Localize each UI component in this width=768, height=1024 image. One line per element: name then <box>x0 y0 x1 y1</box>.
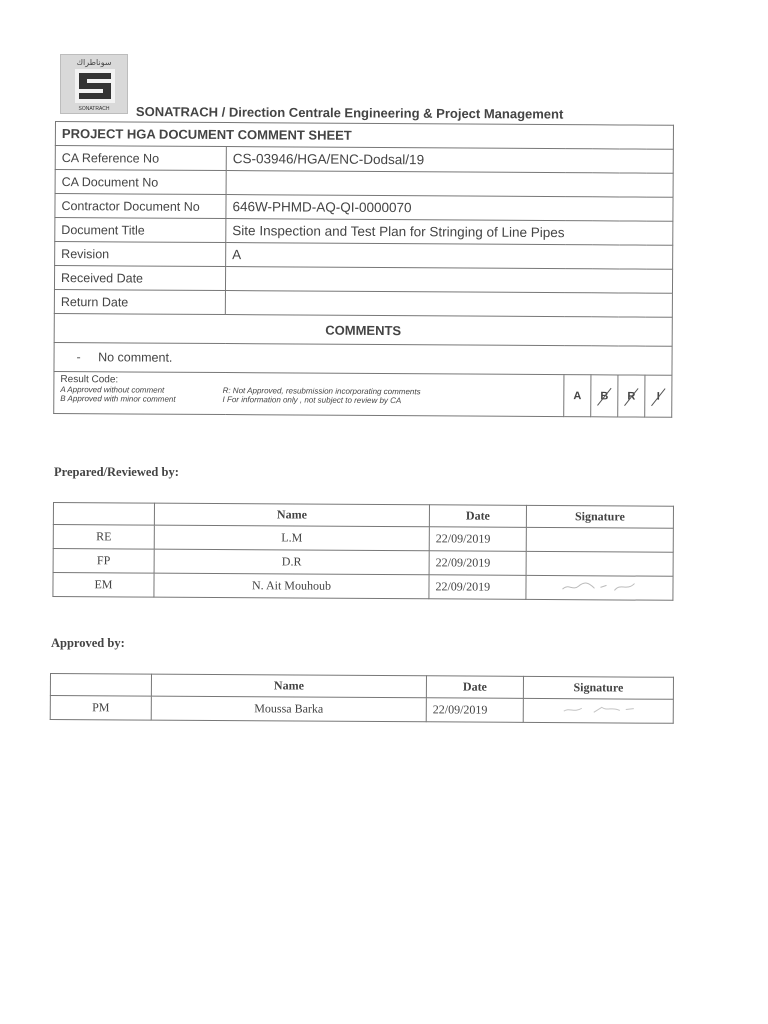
result-code-r: R <box>618 375 645 417</box>
field-value <box>225 267 672 294</box>
field-label: Contractor Document No <box>55 194 226 219</box>
result-code-label: Result Code: <box>60 374 119 386</box>
field-label: Return Date <box>54 289 225 314</box>
company-logo <box>60 54 128 114</box>
prepared-table <box>52 502 674 601</box>
logo-word: SONATRACH <box>78 106 110 112</box>
name-cell: L.M <box>154 525 429 551</box>
column-header: Signature <box>526 505 673 528</box>
field-label: CA Reference No <box>55 146 226 171</box>
comments-header: COMMENTS <box>54 313 672 346</box>
result-code-legend <box>54 371 564 416</box>
column-header <box>53 503 154 526</box>
name-cell: N. Ait Mouhoub <box>154 573 429 599</box>
date-cell: 22/09/2019 <box>426 698 523 723</box>
comment-item <box>54 342 672 375</box>
column-header: Signature <box>523 676 673 699</box>
column-header <box>50 674 151 697</box>
logo-mark-icon <box>75 69 115 103</box>
signature-cell <box>526 575 673 600</box>
handwritten-signature-icon <box>554 579 644 594</box>
role-cell: FP <box>53 549 154 574</box>
field-label: Document Title <box>55 218 226 243</box>
column-header: Name <box>151 674 426 698</box>
document-comment-sheet <box>53 121 674 418</box>
date-cell: 22/09/2019 <box>429 551 526 576</box>
table-row <box>50 696 673 724</box>
comment-text: No comment. <box>98 350 173 365</box>
result-code-i: I <box>645 375 672 417</box>
approved-heading: Approved by: <box>51 636 125 650</box>
prepared-heading: Prepared/Reviewed by: <box>54 465 179 479</box>
date-cell: 22/09/2019 <box>429 527 526 552</box>
comment-bullet: - <box>76 350 81 365</box>
field-label: CA Document No <box>55 170 226 195</box>
approved-table <box>50 673 674 724</box>
column-header: Name <box>154 503 429 527</box>
role-cell: PM <box>50 696 151 721</box>
field-value: A <box>226 243 673 270</box>
result-code-a: A <box>564 375 591 417</box>
role-cell: EM <box>53 573 154 598</box>
column-header: Date <box>426 676 523 699</box>
sheet-title: PROJECT HGA DOCUMENT COMMENT SHEET <box>55 122 673 150</box>
role-cell: RE <box>53 525 154 550</box>
signature-cell <box>526 551 673 576</box>
logo-arabic-text: سوناطراك <box>76 58 112 67</box>
handwritten-signature-icon <box>553 702 643 717</box>
field-value <box>226 171 673 198</box>
field-label: Revision <box>55 242 226 267</box>
field-value: Site Inspection and Test Plan for Stringing of Line Pipes <box>226 219 673 246</box>
signature-cell <box>526 527 673 552</box>
signature-cell <box>523 698 673 723</box>
legend-a: A Approved without comment <box>60 385 165 395</box>
table-row <box>53 573 673 601</box>
field-value: 646W-PHMD-AQ-QI-0000070 <box>226 195 673 222</box>
name-cell: D.R <box>154 549 429 575</box>
column-header: Date <box>429 505 526 528</box>
legend-r: R: Not Approved, resubmission incorporating comments <box>222 386 421 397</box>
field-value <box>225 291 672 318</box>
organization-heading: SONATRACH / Direction Centrale Engineering & Project Management <box>135 104 564 122</box>
date-cell: 22/09/2019 <box>429 575 526 600</box>
legend-i: I For information only , not subject to review by CA <box>222 395 402 406</box>
name-cell: Moussa Barka <box>151 696 426 722</box>
legend-b: B Approved with minor comment <box>60 394 176 404</box>
field-value: CS-03946/HGA/ENC-Dodsal/19 <box>226 147 673 174</box>
result-code-b: B <box>591 375 618 417</box>
field-label: Received Date <box>54 266 225 291</box>
